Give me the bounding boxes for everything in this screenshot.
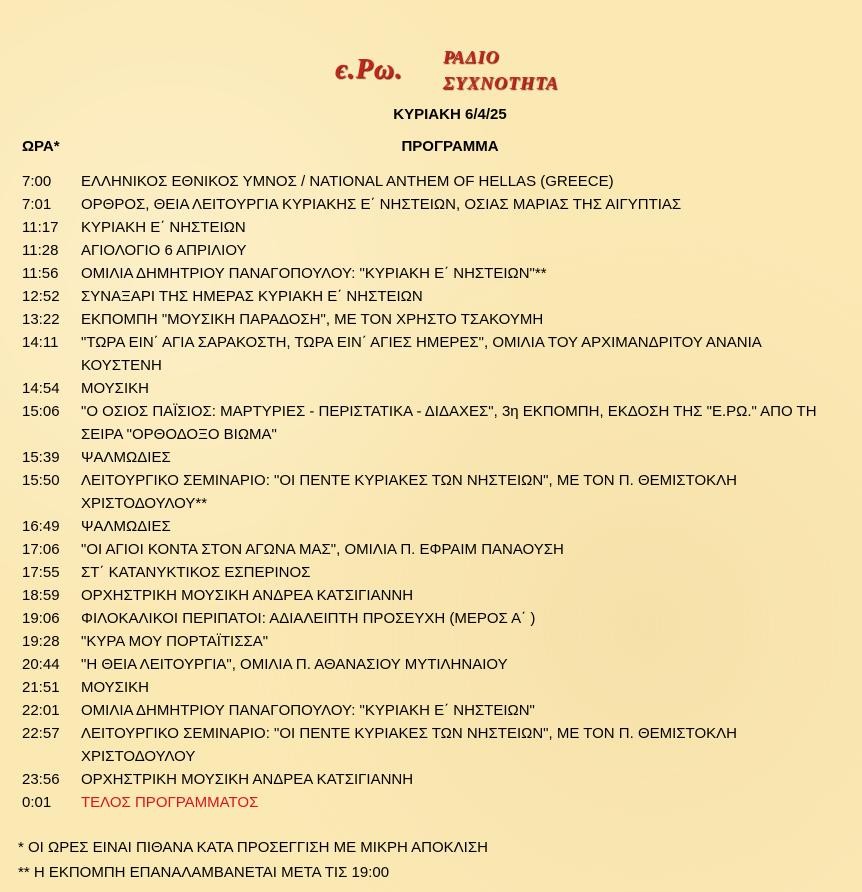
column-header-time: ΩΡΑ* [22,138,60,155]
schedule-title: "Ο ΟΣΙΟΣ ΠΑΪΣΙΟΣ: ΜΑΡΤΥΡΙΕΣ - ΠΕΡΙΣΤΑΤΙΚΑ - ΔΙΔΑΧΕΣ", 3η ΕΚΠΟΜΠΗ, ΕΚΔΟΣΗ ΤΗΣ "Ε.ΡΩ." ΑΠΟ ΤΗ ΣΕΙΡΑ "ΟΡΘΟΔΟΞΟ ΒΙΩΜΑ" [81,403,817,443]
schedule-time: 17:06 [22,541,60,558]
schedule-title: ΣΥΝΑΞΑΡΙ ΤΗΣ ΗΜΕΡΑΣ ΚΥΡΙΑΚΗ Ε΄ ΝΗΣΤΕΙΩΝ [81,288,423,305]
schedule-title: ΕΛΛΗΝΙΚΟΣ ΕΘΝΙΚΟΣ ΥΜΝΟΣ / NATIONAL ANTHEM OF HELLAS (GREECE) [81,173,614,190]
footnote-repeat: ** Η ΕΚΠΟΜΠΗ ΕΠΑΝΑΛΑΜΒΑΝΕΤΑΙ ΜΕΤΑ ΤΙΣ 19:00 [18,864,390,881]
schedule-title: "Η ΘΕΙΑ ΛΕΙΤΟΥΡΓΙΑ", ΟΜΙΛΙΑ Π. ΑΘΑΝΑΣΙΟΥ ΜΥΤΙΛΗΝΑΙΟΥ [81,656,508,673]
schedule-row [22,653,822,676]
schedule-time: 12:52 [22,288,60,305]
schedule-row [22,193,822,216]
schedule-time: 15:39 [22,449,60,466]
schedule-time: 14:11 [22,334,59,351]
schedule-title: "ΚΥΡΑ ΜΟΥ ΠΟΡΤΑΪΤΙΣΣΑ" [81,633,269,650]
schedule-time: 17:55 [22,564,60,581]
schedule-row [22,561,822,584]
schedule-title: "ΤΩΡΑ ΕΙΝ΄ ΑΓΙΑ ΣΑΡΑΚΟΣΤΗ, ΤΩΡΑ ΕΙΝ΄ ΑΓΙΕΣ ΗΜΕΡΕΣ", ΟΜΙΛΙΑ ΤΟΥ ΑΡΧΙΜΑΝΔΡΙΤΟΥ ΑΝΑΝΙΑ ΚΟΥΣΤΕΝΗ [81,334,761,374]
schedule-title: ΟΜΙΛΙΑ ΔΗΜΗΤΡΙΟΥ ΠΑΝΑΓΟΠΟΥΛΟΥ: "ΚΥΡΙΑΚΗ Ε΄ ΝΗΣΤΕΙΩΝ"** [81,265,547,282]
schedule-date: ΚΥΡΙΑΚΗ 6/4/25 [393,106,507,123]
schedule-row [22,469,822,515]
schedule-title: ΜΟΥΣΙΚΗ [81,380,149,397]
schedule-title: ΜΟΥΣΙΚΗ [81,679,149,696]
schedule-row [22,768,822,791]
schedule-row [22,676,822,699]
schedule-time: 18:59 [22,587,60,604]
schedule-time: 20:44 [22,656,60,673]
schedule-title: ΨΑΛΜΩΔΙΕΣ [81,518,171,535]
schedule-row [22,331,822,377]
schedule-title: ΣΤ΄ ΚΑΤΑΝΥΚΤΙΚΟΣ ΕΣΠΕΡΙΝΟΣ [81,564,311,581]
schedule-row [22,584,822,607]
schedule-title: ΛΕΙΤΟΥΡΓΙΚΟ ΣΕΜΙΝΑΡΙΟ: "ΟΙ ΠΕΝΤΕ ΚΥΡΙΑΚΕΣ ΤΩΝ ΝΗΣΤΕΙΩΝ", ΜΕ ΤΟΝ Π. ΘΕΜΙΣΤΟΚΛΗ ΧΡΙΣΤΟΔΟΥΛΟΥ** [81,472,737,512]
schedule-title: ΟΜΙΛΙΑ ΔΗΜΗΤΡΙΟΥ ΠΑΝΑΓΟΠΟΥΛΟΥ: "ΚΥΡΙΑΚΗ Ε΄ ΝΗΣΤΕΙΩΝ" [81,702,535,719]
schedule-title: ΕΚΠΟΜΠΗ "ΜΟΥΣΙΚΗ ΠΑΡΑΔΟΣΗ", ΜΕ ΤΟΝ ΧΡΗΣΤΟ ΤΣΑΚΟΥΜΗ [81,311,544,328]
schedule-time: 19:06 [22,610,60,627]
schedule-title: ΚΥΡΙΑΚΗ Ε΄ ΝΗΣΤΕΙΩΝ [81,219,246,236]
schedule-list [22,170,822,814]
schedule-time: 13:22 [22,311,60,328]
schedule-title: ΨΑΛΜΩΔΙΕΣ [81,449,171,466]
schedule-row [22,699,822,722]
schedule-time: 15:50 [22,472,60,489]
column-header-program: ΠΡΟΓΡΑΜΜΑ [401,138,499,155]
schedule-row [22,262,822,285]
schedule-time: 21:51 [22,679,60,696]
schedule-time: 16:49 [22,518,60,535]
schedule-row [22,216,822,239]
station-logo [335,46,585,98]
schedule-row [22,308,822,331]
footnote-times: * ΟΙ ΩΡΕΣ ΕΙΝΑΙ ΠΙΘΑΝΑ ΚΑΤΑ ΠΡΟΣΕΓΓΙΣΗ ΜΕ ΜΙΚΡΗ ΑΠΟΚΛΙΣΗ [18,839,488,856]
schedule-row [22,722,822,768]
schedule-row [22,515,822,538]
schedule-time: 22:01 [22,702,60,719]
schedule-row [22,377,822,400]
schedule-row [22,400,822,446]
schedule-row [22,607,822,630]
schedule-title: ΟΡΘΡΟΣ, ΘΕΙΑ ΛΕΙΤΟΥΡΓΙΑ ΚΥΡΙΑΚΗΣ Ε΄ ΝΗΣΤΕΙΩΝ, ΟΣΙΑΣ ΜΑΡΙΑΣ ΤΗΣ ΑΙΓΥΠΤΙΑΣ [81,196,682,213]
footnotes [18,835,488,885]
logo-line-frequency: ΣΥΧΝΟΤΗΤΑ [443,73,559,93]
schedule-row [22,446,822,469]
schedule-row [22,285,822,308]
schedule-row [22,630,822,653]
schedule-time: 11:17 [22,219,59,236]
schedule-title: ΦΙΛΟΚΑΛΙΚΟΙ ΠΕΡΙΠΑΤΟΙ: ΑΔΙΑΛΕΙΠΤΗ ΠΡΟΣΕΥΧΗ (ΜΕΡΟΣ Α΄ ) [81,610,536,627]
schedule-time: 11:56 [22,265,59,282]
schedule-time: 23:56 [22,771,60,788]
schedule-time: 14:54 [22,380,60,397]
schedule-title: ΤΕΛΟΣ ΠΡΟΓΡΑΜΜΑΤΟΣ [81,794,259,811]
logo-wordmark: є.Ρω. [335,54,403,85]
schedule-title: ΟΡΧΗΣΤΡΙΚΗ ΜΟΥΣΙΚΗ ΑΝΔΡΕΑ ΚΑΤΣΙΓΙΑΝΝΗ [81,771,414,788]
logo-line-radio: ΡΑΔΙΟ [443,47,500,67]
schedule-title: ΟΡΧΗΣΤΡΙΚΗ ΜΟΥΣΙΚΗ ΑΝΔΡΕΑ ΚΑΤΣΙΓΙΑΝΝΗ [81,587,414,604]
schedule-time: 0:01 [22,794,52,811]
schedule-title: "ΟΙ ΑΓΙΟΙ ΚΟΝΤΑ ΣΤΟΝ ΑΓΩΝΑ ΜΑΣ", ΟΜΙΛΙΑ Π. ΕΦΡΑΙΜ ΠΑΝΑΟΥΣΗ [81,541,564,558]
schedule-time: 19:28 [22,633,60,650]
schedule-time: 11:28 [22,242,59,259]
schedule-title: ΛΕΙΤΟΥΡΓΙΚΟ ΣΕΜΙΝΑΡΙΟ: "ΟΙ ΠΕΝΤΕ ΚΥΡΙΑΚΕΣ ΤΩΝ ΝΗΣΤΕΙΩΝ", ΜΕ ΤΟΝ Π. ΘΕΜΙΣΤΟΚΛΗ ΧΡΙΣΤΟΔΟΥΛΟΥ [81,725,737,765]
schedule-row [22,170,822,193]
schedule-time: 7:00 [22,173,52,190]
schedule-time: 22:57 [22,725,60,742]
schedule-title: ΑΓΙΟΛΟΓΙΟ 6 ΑΠΡΙΛΙΟΥ [81,242,247,259]
schedule-row [22,791,822,814]
schedule-time: 7:01 [22,196,52,213]
schedule-row [22,239,822,262]
schedule-row [22,538,822,561]
schedule-time: 15:06 [22,403,60,420]
